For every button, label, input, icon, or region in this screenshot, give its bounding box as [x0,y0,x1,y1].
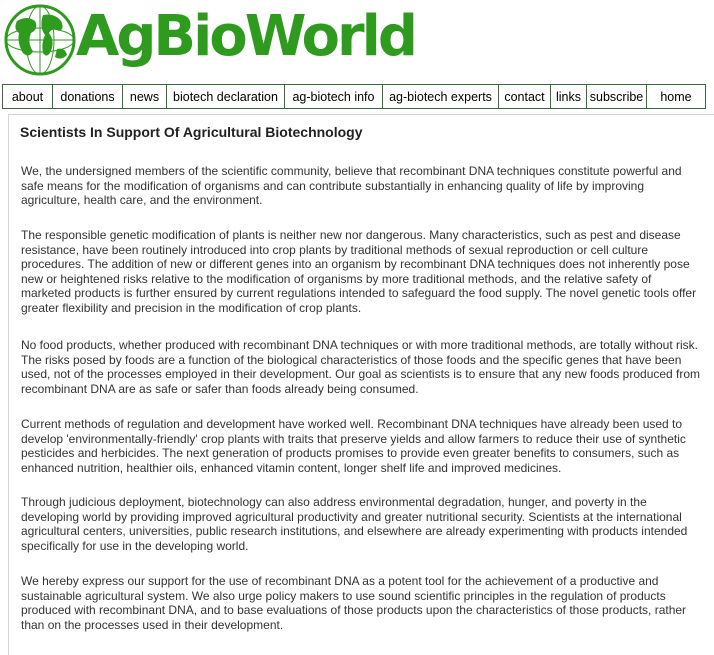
site-logo-text[interactable]: AgBioWorld [76,4,415,69]
page-title: Scientists In Support Of Agricultural Biotechnology [20,124,363,140]
nav-news[interactable]: news [123,85,167,108]
nav-home[interactable]: home [660,89,692,104]
paragraph-5: Through judicious deployment, biotechnology can also address environmental degradation, hunger, and poverty in the developing world by providing improved agricultural productivity and greater nutritional security. Scientists at the international agricultural centers, universities, public research institutions, and elsewhere are already experimenting with products intended specifically for use in the developing world. [21,495,688,553]
paragraph-2: The responsible genetic modification of plants is neither new nor dangerous. Many characteristics, such as pest and disease resistance, have been routinely introduced into crop plants by traditional methods of sexual reproduction or cell culture procedures. The addition of new or different genes into an organism by recombinant DNA techniques does not inherently pose new or heightened risks relative to the modification of organisms by more traditional methods, and the relative safety of marketed products is further ensured by current regulations intended to safeguard the food supply. The novel genetic tools offer greater flexibility and precision in the modification of crop plants. [21,228,697,315]
paragraph-4: Current methods of regulation and development have worked well. Recombinant DNA techniques have already been used to develop 'environmentally-friendly' crop plants with traits that preserve yields and allow farmers to reduce their use of synthetic pesticides and herbicides. The next generation of products promises to provide even greater benefits to consumers, such as enhanced nutrition, healthier oils, enhanced vitamin content, longer shelf life and improved medicines. [21,417,686,475]
nav-ag-biotech-info[interactable]: ag-biotech info [285,85,383,108]
main-nav [2,84,706,109]
site-header [0,0,714,82]
nav-contact[interactable]: contact [499,85,551,108]
nav-biotech-declaration[interactable]: biotech declaration [167,85,285,108]
nav-subscribe[interactable]: subscribe [587,85,647,108]
paragraph-3: No food products, whether produced with recombinant DNA techniques or with more traditional methods, are totally without risk. The risks posed by foods are a function of the biological characteristics of those foods and the specific genes that have been used, not of the processes employed in their development. Our goal as scientists is to ensure that any new foods produced from recombinant DNA are as safe or safer than foods already being consumed. [21,338,701,396]
paragraph-6: We hereby express our support for the use of recombinant DNA as a potent tool for the achievement of a productive and sustainable agricultural system. We also urge policy makers to use sound scientific principles in the regulation of products produced with recombinant DNA, and to base evaluations of those products upon the characteristics of those products, rather than on the processes used in their development. [21,574,687,632]
nav-ag-biotech-experts[interactable]: ag-biotech experts [383,85,499,108]
nav-donations[interactable]: donations [53,85,123,108]
paragraph-1: We, the undersigned members of the scientific community, believe that recombinant DNA techniques constitute powerful and safe means for the modification of organisms and can contribute substantially in enhancing quality of life by improving agriculture, health care, and the environment. [21,164,682,208]
globe-icon[interactable] [3,3,77,77]
nav-about[interactable]: about [3,85,53,108]
nav-links[interactable]: links [551,85,587,108]
